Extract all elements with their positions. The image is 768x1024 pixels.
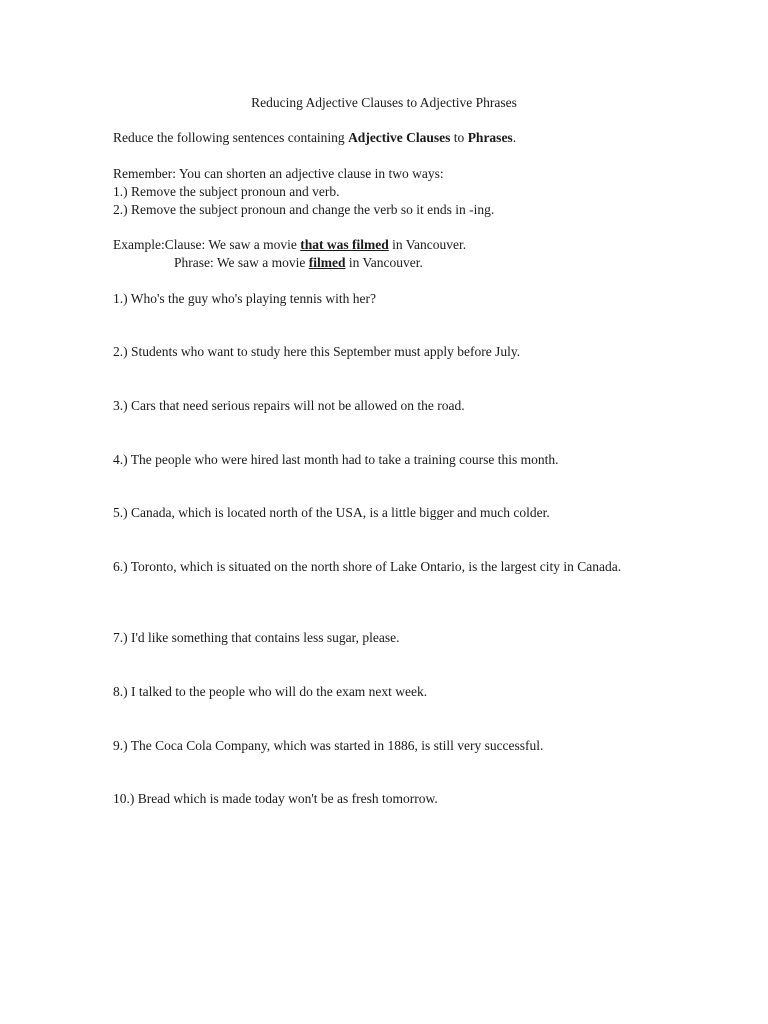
example-label: Example:	[113, 237, 165, 252]
question-3: 3.) Cars that need serious repairs will not be allowed on the road.	[113, 398, 465, 413]
question-9: 9.) The Coca Cola Company, which was started in 1886, is still very successful.	[113, 738, 544, 753]
page-title: Reducing Adjective Clauses to Adjective Phrases	[251, 95, 517, 110]
example-clause-label: Clause: We saw a movie	[164, 237, 301, 252]
remember-way-2: 2.) Remove the subject pronoun and change the verb so it ends in -ing.	[113, 202, 495, 217]
instruction-pre: Reduce the following sentences containing	[113, 130, 349, 145]
instruction-post: .	[512, 130, 517, 145]
instruction-bold-clauses: Adjective Clauses	[348, 130, 451, 145]
example-phrase-bold: filmed	[308, 255, 346, 270]
remember-heading: Remember: You can shorten an adjective clause in two ways:	[113, 166, 444, 181]
question-2: 2.) Students who want to study here this September must apply before July.	[113, 344, 521, 359]
example-clause-line	[113, 236, 466, 254]
example-clause-post: in Vancouver.	[388, 237, 467, 252]
question-7: 7.) I'd like something that contains less sugar, please.	[113, 630, 400, 645]
example-phrase-line	[113, 254, 423, 272]
question-10: 10.) Bread which is made today won't be as fresh tomorrow.	[113, 791, 438, 806]
remember-way-1: 1.) Remove the subject pronoun and verb.	[113, 184, 340, 199]
example-phrase-post: in Vancouver.	[345, 255, 423, 270]
example-phrase-label: Phrase: We saw a movie	[174, 255, 309, 270]
question-6: 6.) Toronto, which is situated on the north shore of Lake Ontario, is the largest city in Canada.	[113, 559, 622, 574]
question-5: 5.) Canada, which is located north of the USA, is a little bigger and much colder.	[113, 505, 550, 520]
instruction-text	[113, 129, 516, 147]
instruction-bold-phrases: Phrases	[467, 130, 513, 145]
instruction-mid: to	[450, 130, 468, 145]
question-4: 4.) The people who were hired last month had to take a training course this month.	[113, 452, 559, 467]
example-clause-bold: that was filmed	[300, 237, 389, 252]
question-8: 8.) I talked to the people who will do the exam next week.	[113, 684, 428, 699]
question-1: 1.) Who's the guy who's playing tennis with her?	[113, 291, 376, 306]
